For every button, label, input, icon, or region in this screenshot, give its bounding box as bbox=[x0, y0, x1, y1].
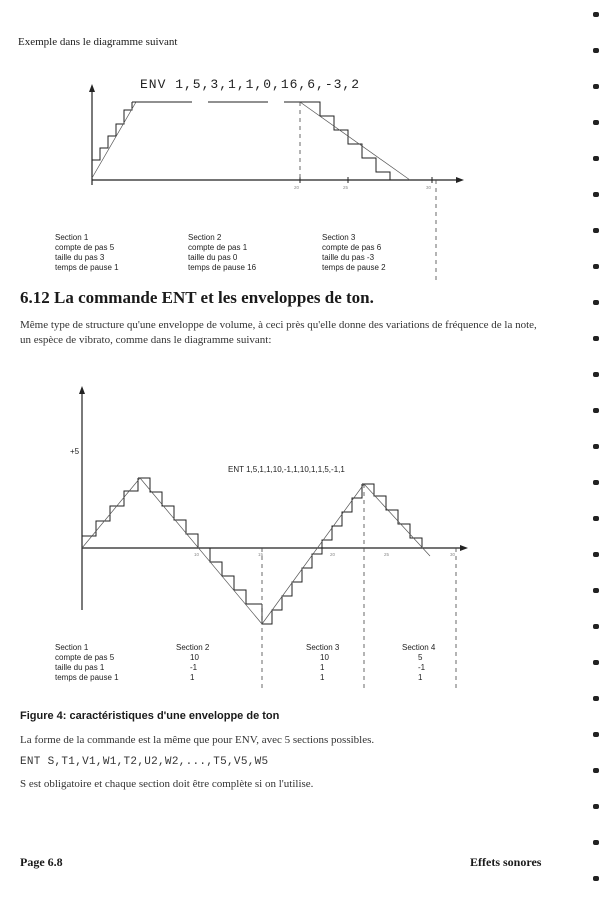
section-body: Même type de structure qu'une enveloppe de volume, à ceci près qu'elle donne des variations de fréquence de la note, un espèce de vibrato, comme dans le diagramme suivant: bbox=[20, 319, 537, 346]
ent-tick-30: 30 bbox=[450, 552, 456, 557]
ent-tick-25: 25 bbox=[384, 552, 390, 557]
ent-section2-steps bbox=[138, 478, 262, 604]
ent-x-arrow bbox=[460, 545, 468, 551]
env-section1-title: Section 1 bbox=[55, 233, 89, 242]
ent-section1-line1: compte de pas 5 bbox=[55, 653, 115, 662]
binding-mark bbox=[593, 840, 599, 845]
ent-section1-steps bbox=[82, 478, 138, 536]
ent-slope-1 bbox=[82, 478, 140, 548]
binding-mark bbox=[593, 516, 599, 521]
env-section3-line2: taille du pas -3 bbox=[322, 253, 375, 262]
env-section3-line1: compte de pas 6 bbox=[322, 243, 382, 252]
ent-slope-2 bbox=[140, 478, 262, 624]
figure-caption: Figure 4: caractéristiques d'une enveloppe de ton bbox=[20, 710, 280, 722]
ent-y-arrow bbox=[79, 386, 85, 394]
binding-mark bbox=[593, 804, 599, 809]
ent-tick-20: 20 bbox=[330, 552, 336, 557]
ent-section4-line1: 5 bbox=[418, 653, 423, 662]
env-section2-line2: taille du pas 0 bbox=[188, 253, 238, 262]
binding-mark bbox=[593, 552, 599, 557]
env-section2-line1: compte de pas 1 bbox=[188, 243, 248, 252]
ent-slope-4 bbox=[364, 484, 430, 556]
env-tick-25: 25 bbox=[343, 185, 349, 190]
paragraph-command-form: La forme de la commande est la même que pour ENV, avec 5 sections possibles. bbox=[20, 734, 375, 746]
binding-mark bbox=[593, 768, 599, 773]
binding-mark bbox=[593, 84, 599, 89]
footer-chapter-title: Effets sonores bbox=[470, 855, 542, 869]
binding-mark bbox=[593, 732, 599, 737]
ent-y-tick-plus5: +5 bbox=[70, 447, 80, 456]
ent-command-label: ENT 1,5,1,1,10,-1,1,10,1,1,5,-1,1 bbox=[228, 465, 345, 474]
footer-page-number: Page 6.8 bbox=[20, 855, 63, 869]
ent-section2-line3: 1 bbox=[190, 673, 195, 682]
binding-mark bbox=[593, 372, 599, 377]
env-section1-slope bbox=[92, 102, 136, 178]
binding-mark bbox=[593, 192, 599, 197]
env-section2-title: Section 2 bbox=[188, 233, 222, 242]
command-syntax: ENT S,T1,V1,W1,T2,U2,W2,...,T5,V5,W5 bbox=[20, 756, 269, 768]
ent-section1-title: Section 1 bbox=[55, 643, 89, 652]
ent-section1-line3: temps de pause 1 bbox=[55, 673, 119, 682]
binding-mark bbox=[593, 300, 599, 305]
env-section1-line2: taille du pas 3 bbox=[55, 253, 105, 262]
binding-mark bbox=[593, 156, 599, 161]
binding-mark bbox=[593, 12, 599, 17]
ent-slope-3 bbox=[262, 484, 364, 624]
ent-section4-steps bbox=[362, 484, 422, 548]
ent-section2-line2: -1 bbox=[190, 663, 198, 672]
ent-section1-line2: taille du pas 1 bbox=[55, 663, 105, 672]
ent-section4-line3: 1 bbox=[418, 673, 423, 682]
binding-mark bbox=[593, 624, 599, 629]
env-section1-steps bbox=[92, 102, 132, 160]
env-section1-line1: compte de pas 5 bbox=[55, 243, 115, 252]
binding-mark bbox=[593, 444, 599, 449]
env-tick-20: 20 bbox=[294, 185, 300, 190]
binding-mark bbox=[593, 408, 599, 413]
binding-mark bbox=[593, 876, 599, 881]
binding-mark bbox=[593, 588, 599, 593]
binding-mark bbox=[593, 228, 599, 233]
paragraph-requirement: S est obligatoire et chaque section doit être complète si on l'utilise. bbox=[20, 778, 314, 790]
ent-tick-10: 10 bbox=[194, 552, 200, 557]
envelope-diagram-env bbox=[0, 60, 605, 280]
binding-mark bbox=[593, 336, 599, 341]
env-command-label: ENV 1,5,3,1,1,0,16,6,-3,2 bbox=[140, 77, 361, 92]
intro-text: Exemple dans le diagramme suivant bbox=[18, 36, 178, 48]
ent-section3-title: Section 3 bbox=[306, 643, 340, 652]
ent-section3-line2: 1 bbox=[320, 663, 325, 672]
env-section3-line3: temps de pause 2 bbox=[322, 263, 386, 272]
env-section2-line3: temps de pause 16 bbox=[188, 263, 257, 272]
binding-mark bbox=[593, 120, 599, 125]
env-section3-steps bbox=[300, 102, 432, 180]
env-x-arrow bbox=[456, 177, 464, 183]
binding-mark bbox=[593, 264, 599, 269]
env-section3-title: Section 3 bbox=[322, 233, 356, 242]
ent-section3-line1: 10 bbox=[320, 653, 329, 662]
ent-tick-15: 15 bbox=[258, 552, 264, 557]
env-tick-30: 30 bbox=[426, 185, 432, 190]
binding-mark bbox=[593, 696, 599, 701]
ent-section4-title: Section 4 bbox=[402, 643, 436, 652]
envelope-diagram-ent bbox=[0, 378, 605, 698]
env-y-arrow bbox=[89, 84, 95, 92]
env-section1-line3: temps de pause 1 bbox=[55, 263, 119, 272]
binding-mark bbox=[593, 48, 599, 53]
ent-section2-line1: 10 bbox=[190, 653, 199, 662]
binding-mark bbox=[593, 660, 599, 665]
env-section3-slope bbox=[300, 102, 410, 180]
ent-section3-line3: 1 bbox=[320, 673, 325, 682]
ent-section2-title: Section 2 bbox=[176, 643, 210, 652]
binding-mark bbox=[593, 480, 599, 485]
ent-section4-line2: -1 bbox=[418, 663, 426, 672]
section-heading: 6.12 La commande ENT et les enveloppes de ton. bbox=[20, 288, 374, 307]
